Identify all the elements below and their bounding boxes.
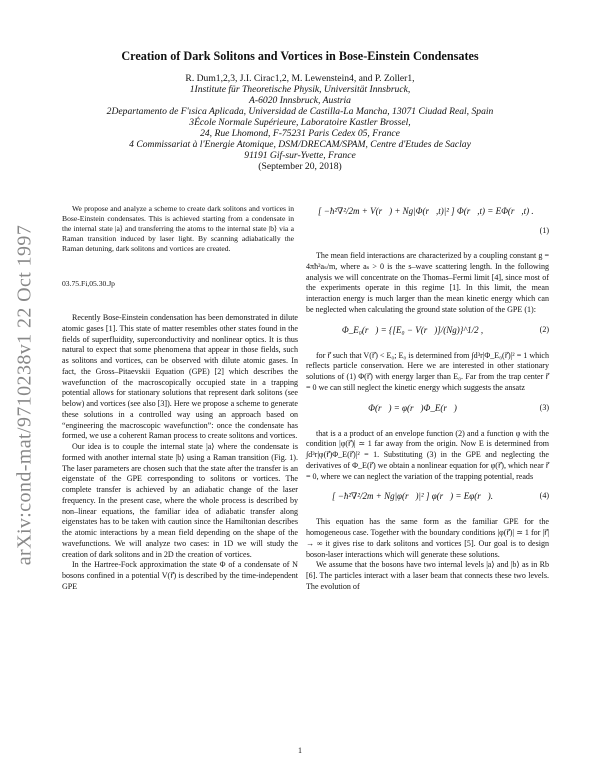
gpe-paragraph-1: The mean field interactions are characterized by a coupling constant g = 4πħ²aₛ/m, where aₛ > 0 is the s–wave scattering length. In the following analysis we will concentrate on the Thomas–Fermi limit [4], since most of the experiments operate in this regime [1]. In this limit, the mean interaction energy is much larger than the mean kinetic energy which can be neglected when calculating the ground state solution of the GPE (1):	[306, 251, 549, 314]
equation-2	[306, 319, 549, 345]
affiliation-2: 2Departamento de F'ısica Aplicada, Universidad de Castilla-La Mancha, 13071 Ciudad Real, Spain	[106, 106, 494, 117]
gpe-paragraph-5: We assume that the bosons have two internal levels |a⟩ and |b⟩ as in Rb [6]. The particles interact with a laser beam that connects these two levels. The evolution of	[306, 560, 549, 591]
author-list: R. Dum1,2,3, J.I. Cirac1,2, M. Lewenstein4, and P. Zoller1,	[185, 73, 415, 84]
equation-3-number: (3)	[539, 402, 549, 412]
affiliation-3b: 24, Rue Lhomond, F-75231 Paris Cedex 05, France	[200, 128, 400, 139]
equation-1	[306, 196, 549, 236]
right-column	[306, 251, 549, 593]
equation-3	[306, 397, 549, 423]
arxiv-sidebar	[12, 205, 38, 585]
intro-paragraph-3: In the Hartree-Fock approximation the state Φ of a condensate of N bosons confined in a potential V(r⃗) is described by the time-independent GPE	[62, 560, 298, 591]
page-number: 1	[298, 746, 302, 755]
equation-4	[306, 485, 549, 511]
affiliation-3: 3École Normale Supérieure, Laboratoire Kastler Brossel,	[189, 117, 411, 128]
intro-paragraph-2: Our idea is to couple the internal state |a⟩ where the condensate is formed with another internal state |b⟩ using a Raman transition (Fig. 1). The laser parameters are chosen such that the state after the transfer is an eigenstate of the GPE corresponding to solitons or vortices. The complete transfer is achieved by an adiabatic change of the laser frequency. In the present case, where the whole process is described by non–linear equations, the familiar idea of adiabatic transfer along eigenstates has to be taken with caution since the Hamiltonian describes the atomic interactions by a mean field depending on the shape of the wavefunctions. We will analyze two cases: in 1D we will study the creation of dark solitons and in 2D the creation of vortices.	[62, 442, 298, 559]
equation-4-body: [ −ħ²∇²/2m + Ng|φ(r⃗)|² ] φ(r⃗) = Eφ(r⃗).	[332, 491, 493, 502]
gpe-paragraph-4: This equation has the same form as the familiar GPE for the homogeneous case. Together with the boundary conditions |φ(r⃗)| ≃ 1 for |r⃗| → ∞ it gives rise to dark solitons and vortices [5]. Our goal is to design boson-laser interactions which will generate these solutions.	[306, 517, 549, 559]
left-column	[62, 313, 298, 593]
gpe-paragraph-3: that is a a product of an envelope function (2) and a function φ with the condition |φ(r⃗)| ≃ 1 far away from the origin. Now E is determined from ∫d³r|φ(r⃗)Φ_E(r⃗)|² = 1. Substituting (3) in the GPE and neglecting the derivatives of Φ_E(r⃗) we obtain a nonlinear equation for φ(r⃗), which near r⃗ = 0, where we can neglect the variation of the trapping potential, reads	[306, 428, 549, 481]
paper-title: Creation of Dark Solitons and Vortices in Bose-Einstein Condensates	[121, 49, 479, 63]
affiliation-4: 4 Commissariat à l'Energie Atomique, DSM/DRECAM/SPAM, Centre d'Etudes de Saclay	[129, 139, 471, 150]
intro-paragraph-1: Recently Bose-Einstein condensation has been demonstrated in dilute atomic gases [1]. This state of matter resembles other states found in the fields of superfluidity, superconductivity and nonlinear optics. It is thus natural to expect that some phenomena that appear in those fields, such as solitons and vortices, can be observed with dilute atomic gases. In fact, the Gross–Pitaevskii Equation (GPE) [2] which describes the wavefunction of the macroscopically occupied state in a trapping potential allows for stationary solutions that represent dark solitons (see below) and vortices (see also [3]). Here we propose a scheme to generate these solutions in a controlled way using an approach based on “engineering the macroscopic wavefunction”: once the condensate has formed, we use a coherent Raman process to create solitons and vortices.	[62, 313, 298, 441]
equation-2-number: (2)	[539, 324, 549, 334]
paper-date: (September 20, 2018)	[258, 161, 342, 172]
arxiv-identifier: arXiv:cond-mat/9710238v1 22 Oct 1997	[13, 224, 36, 566]
affiliation-4b: 91191 Gif-sur-Yvette, France	[244, 150, 356, 161]
author-block	[80, 73, 520, 172]
equation-2-body: Φ_E₀(r⃗) = {[E₀ − V(r⃗)]/(Ng)}^1/2 ,	[341, 324, 484, 335]
affiliation-1: 1Institute für Theoretische Physik, Universität Innsbruck,	[189, 84, 411, 95]
pacs-codes: 03.75.Fi,05.30.Jp	[62, 279, 115, 288]
affiliation-1b: A-6020 Innsbruck, Austria	[249, 95, 351, 106]
equation-1-body: [ −ħ²∇²/2m + V(r⃗) + Ng|Φ(r⃗,t)|² ] Φ(r⃗,t) = EΦ(r⃗,t) .	[318, 206, 534, 216]
equation-1-number: (1)	[539, 226, 549, 235]
abstract: We propose and analyze a scheme to create dark solitons and vortices in Bose-Einstein condensates. This is achieved starting from a condensate in the internal state |a⟩ and transferring the atoms to the internal state |b⟩ via a Raman transition induced by laser light. By scanning adiabatically the Raman detuning, dark solitons and vortices are created.	[62, 204, 294, 254]
equation-4-number: (4)	[539, 491, 549, 501]
equation-3-body: Φ(r⃗) = φ(r⃗)Φ_E(r⃗)	[368, 402, 457, 413]
gpe-paragraph-2: for r⃗ such that V(r⃗) < E₀; E₀ is determined from ∫d³r|Φ_E₀(r⃗)|² = 1 which reflects particle conservation. Here we are interested in other stationary solutions of (1) Φ(r⃗) with energy larger than E₀. Far from the trap center r⃗ = 0 we can still neglect the kinetic energy which suggests the ansatz	[306, 350, 549, 392]
